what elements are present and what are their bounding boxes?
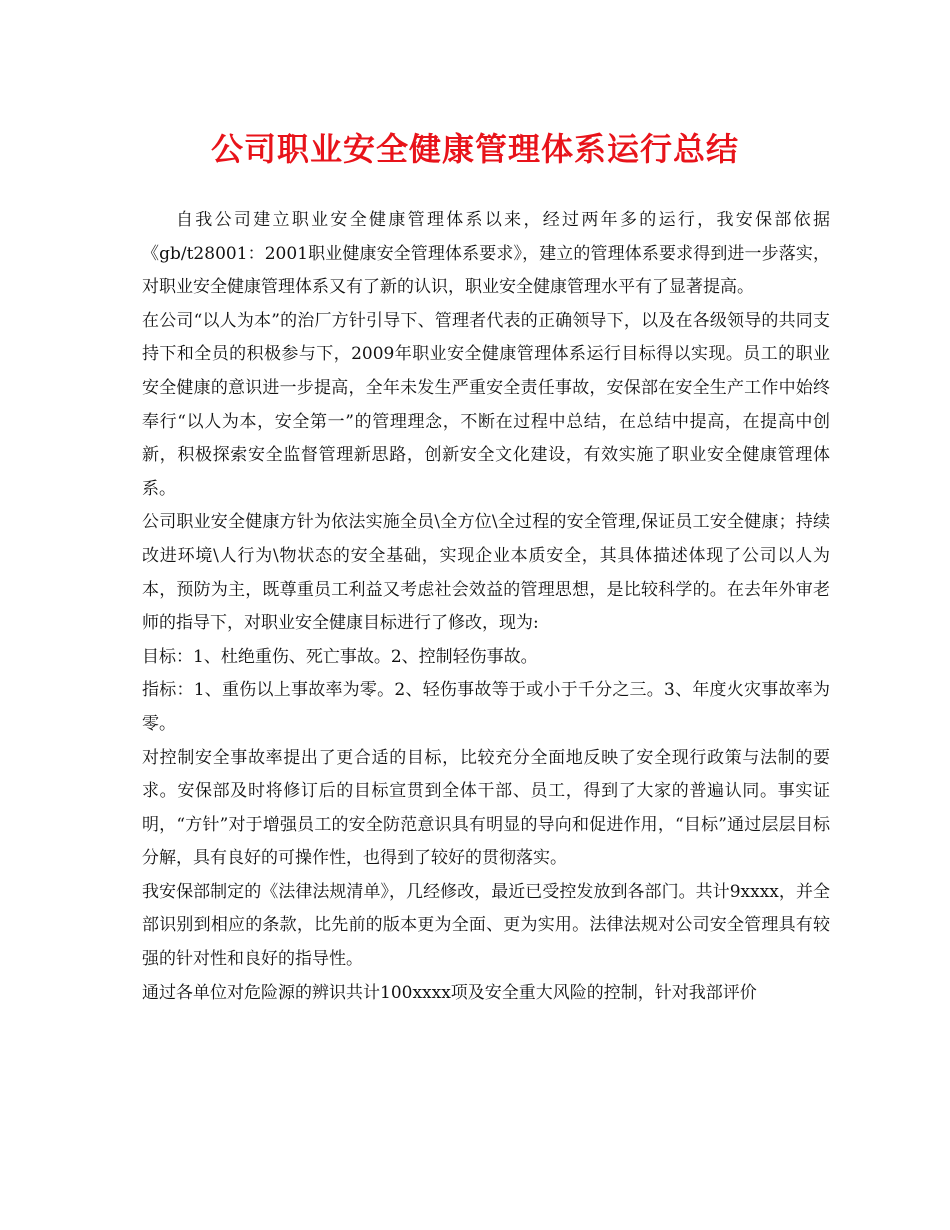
paragraph-policy: 公司职业安全健康方针为依法实施全员\全方位\全过程的安全管理,保证员工安全健康；持续改进环境\人行为\物状态的安全基础，实现企业本质安全，其具体描述体现了公司以人为本，预防为主，既尊重员工利益又考虑社会效益的管理思想，是比较科学的。在去年外审老师的指导下，对职业安全健康目标进行了修改，现为: — [142, 512, 830, 634]
paragraph-hazards: 通过各单位对危险源的辨识共计100xxxx项及安全重大风险的控制，针对我部评价 — [142, 982, 757, 1003]
paragraph-target-evaluation: 对控制安全事故率提出了更合适的目标，比较充分全面地反映了安全现行政策与法制的要求。安保部及时将修订后的目标宣贯到全体干部、员工，得到了大家的普遍认同。事实证明，“方针”对于增强员工的安全防范意识具有明显的导向和促进作用，“目标”通过层层目标分解，具有良好的可操作性，也得到了较好的贯彻落实。 — [142, 747, 830, 869]
paragraph-intro: 自我公司建立职业安全健康管理体系以来，经过两年多的运行，我安保部依据《gb/t28001：2001职业健康安全管理体系要求》，建立的管理体系要求得到进一步落实，对职业安全健康管理体系又有了新的认识，职业安全健康管理水平有了显著提高。 — [142, 210, 830, 298]
paragraph-goals: 目标：1、杜绝重伤、死亡事故。2、控制轻伤事故。 — [142, 646, 538, 667]
paragraph-indicators: 指标：1、重伤以上事故率为零。2、轻伤事故等于或小于千分之三。3、年度火灾事故率为零。 — [142, 680, 830, 734]
document-body — [142, 204, 830, 1010]
paragraph-achievements: 在公司“以人为本”的治厂方针引导下、管理者代表的正确领导下，以及在各级领导的共同支持下和全员的积极参与下，2009年职业安全健康管理体系运行目标得以实现。员工的职业安全健康的意识进一步提高，全年未发生严重安全责任事故，安保部在安全生产工作中始终奉行“以人为本，安全第一”的管理理念，不断在过程中总结，在总结中提高，在提高中创新，积极探索安全监督管理新思路，创新安全文化建设，有效实施了职业安全健康管理体系。 — [142, 310, 830, 499]
document-title: 公司职业安全健康管理体系运行总结 — [210, 130, 739, 168]
paragraph-regulations: 我安保部制定的《法律法规清单》，几经修改，最近已受控发放到各部门。共计9xxxx，并全部识别到相应的条款，比先前的版本更为全面、更为实用。法律法规对公司安全管理具有较强的针对性和良好的指导性。 — [142, 881, 830, 970]
